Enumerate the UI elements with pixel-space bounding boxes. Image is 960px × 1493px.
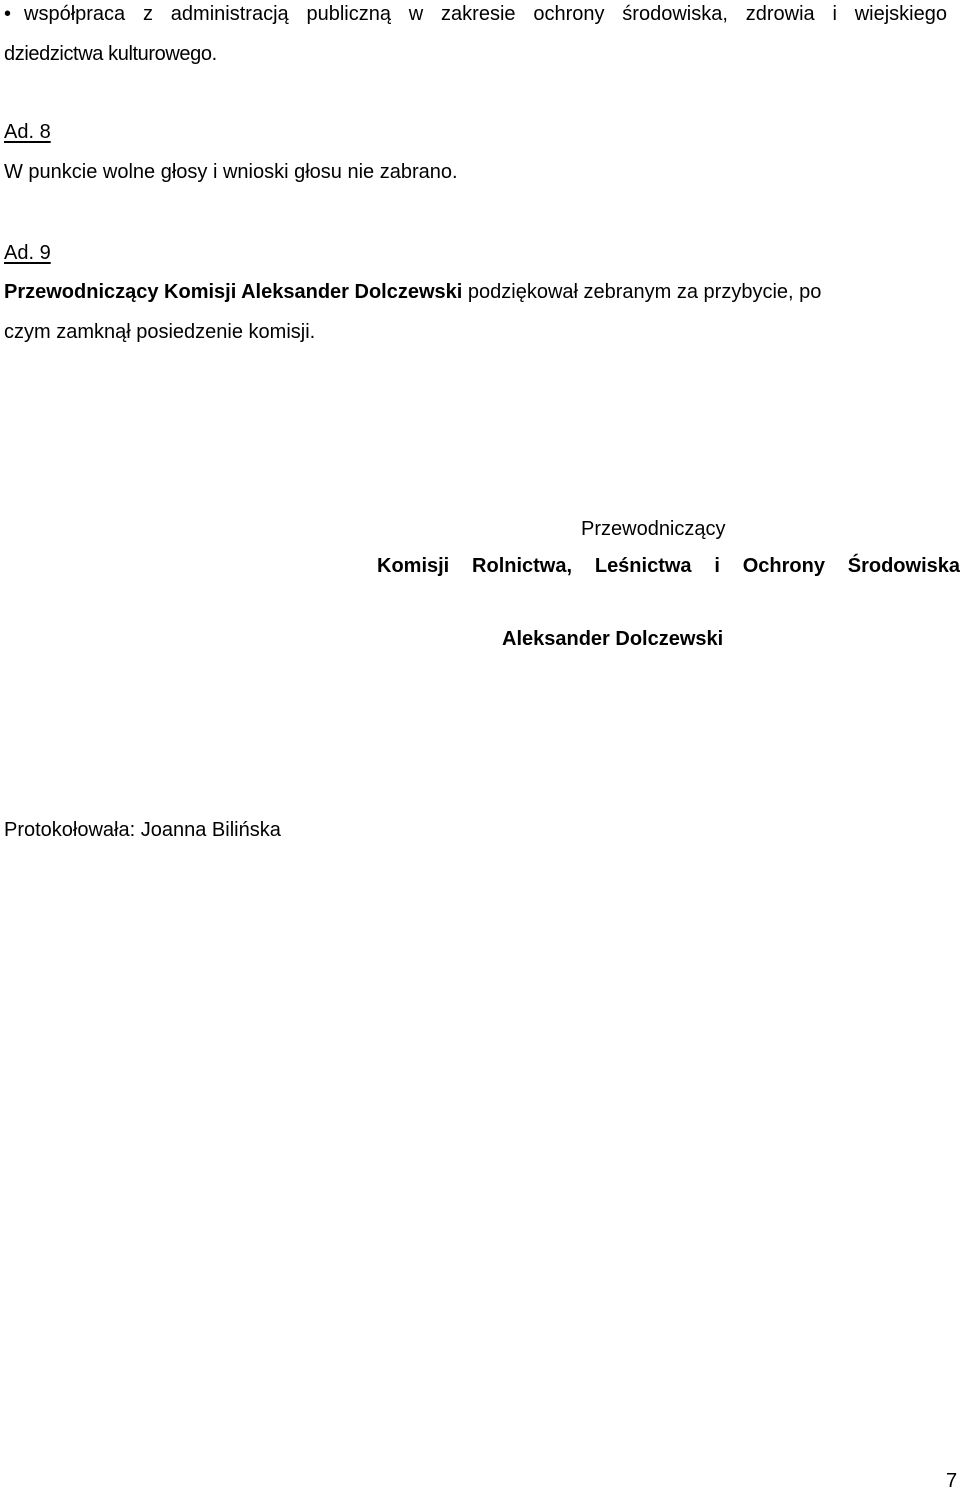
ad8-heading: Ad. 8 <box>4 121 51 143</box>
page-number: 7 <box>946 1470 958 1492</box>
signature-title: Przewodniczący <box>581 518 726 540</box>
signature-name: Aleksander Dolczewski <box>502 628 724 650</box>
ad8-text: W punkcie wolne głosy i wnioski głosu nie zabrano. <box>4 161 458 183</box>
ad9-heading: Ad. 9 <box>4 242 51 264</box>
bullet-marker: • <box>4 3 12 25</box>
bullet-item-line-1: współpraca z administracją publiczną w zakresie ochrony środowiska, zdrowia i wiejskiego <box>24 3 947 25</box>
ad9-line-1 <box>4 280 821 304</box>
recorder-line: Protokołowała: Joanna Bilińska <box>4 819 281 841</box>
ad9-line-1-rest: podziękował zebranym za przybycie, po <box>462 281 822 303</box>
bullet-item-line-2: dziedzictwa kulturowego. <box>4 43 217 65</box>
ad9-chairman-lead: Przewodniczący Komisji Aleksander Dolczewski <box>4 281 463 303</box>
ad9-line-2: czym zamknął posiedzenie komisji. <box>4 321 316 343</box>
signature-committee: Komisji Rolnictwa, Leśnictwa i Ochrony Środowiska <box>377 555 960 577</box>
